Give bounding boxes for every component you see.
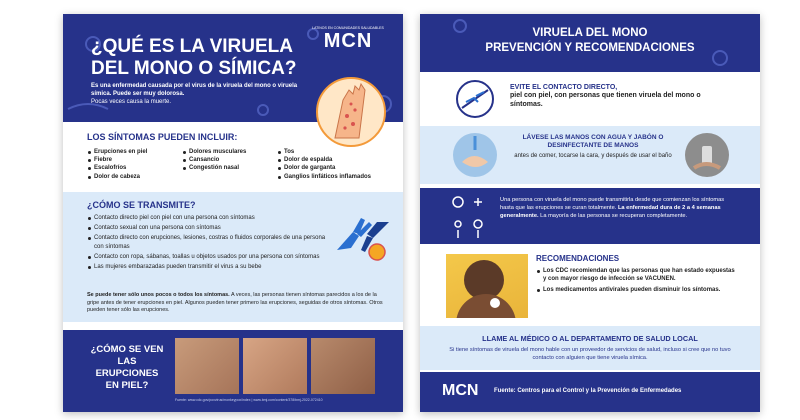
symptom-item: Tos — [277, 148, 387, 156]
rash-photo-3 — [311, 338, 375, 394]
vaccine-photo — [446, 254, 528, 318]
recommendations-text — [536, 254, 736, 295]
recommendation-item: Los CDC recomiendan que las personas que han estado expuestas y con mayor riesgo de infección se VACUNEN. — [536, 267, 736, 283]
transmission-item: Contacto directo con erupciones, lesiones, costras o fluidos corporales de una persona con síntomas — [87, 234, 327, 250]
symptom-item: Cansancio — [182, 156, 267, 164]
call-body: Si tiene síntomas de viruela del mono hable con un proveedor de servicios de salud, incluso si cree que no tuvo contacto con alguien que tiene viruela símica. — [449, 347, 731, 361]
recommendation-item: Los medicamentos antivirales pueden disminuir los síntomas. — [536, 286, 736, 294]
transmission-section — [63, 192, 403, 322]
transmission-title: ¿CÓMO SE TRANSMITE? — [87, 200, 196, 210]
transmission-item: Contacto sexual con una persona con síntomas — [87, 224, 327, 232]
spread-duration-row — [420, 188, 760, 244]
hand-washing-icon — [452, 132, 498, 178]
footer-logo: MCN — [442, 382, 479, 399]
transmission-item: Contacto directo piel con piel con una persona con síntomas — [87, 214, 327, 222]
rash-source: Fuente: www.cdc.gov/poxvirus/monkeypox/index | www.bmj.com/content/378/bmj-2022-072410 — [175, 398, 323, 402]
symptom-item: Dolor de garganta — [277, 164, 387, 172]
recommendations-row — [420, 248, 760, 322]
right-header — [420, 14, 760, 72]
left-title — [91, 36, 296, 80]
symptoms-title: LOS SÍNTOMAS PUEDEN INCLUIR: — [87, 132, 238, 142]
transmission-item: Contacto con ropa, sábanas, toallas u objetos usados por una persona con síntomas — [87, 253, 327, 261]
spread-text: Una persona con viruela del mono puede transmitirla desde que comienzan los síntomas hasta que las erupciones se curan totalmente. La enfermedad dura de 2 a 4 semanas generalmente. La mayoría de las personas se recuperan completamente. — [500, 197, 725, 219]
symptoms-section — [87, 132, 387, 181]
transmission-item: Las mujeres embarazadas pueden transmitir el virus a su bebe — [87, 263, 327, 271]
avoid-text: EVITE EL CONTACTO DIRECTO, piel con piel, con personas que tienen viruela del mono o síntomas. — [510, 84, 701, 108]
symptom-item: Dolores musculares — [182, 148, 267, 156]
footer-source: Fuente: Centros para el Control y la Prevención de Enfermedades — [494, 388, 682, 394]
call-doctor-row — [420, 326, 760, 370]
rash-section — [63, 330, 403, 412]
logo-tagline: LATINOS EN COMUNIDADES SALUDABLES — [312, 26, 384, 30]
wash-hands-row — [420, 126, 760, 184]
symptom-item: Ganglios linfáticos inflamados — [277, 173, 387, 181]
hands-touching-icon — [331, 206, 395, 262]
people-virus-icon — [448, 194, 488, 240]
symptom-item: Congestión nasal — [182, 164, 267, 172]
recommendations-list — [536, 267, 736, 295]
intro-text: Es una enfermedad causada por el virus de la viruela del mono o viruela símica. Puede ser muy dolorosa. Pocas veces causa la muerte. — [91, 83, 298, 105]
mcn-logo — [303, 26, 393, 53]
no-contact-icon — [454, 78, 496, 120]
title-line-2: DEL MONO O SÍMICA? — [91, 58, 297, 79]
logo-mark: MCN — [323, 30, 373, 52]
symptoms-col-3 — [277, 148, 387, 181]
symptom-item: Fiebre — [87, 156, 172, 164]
rash-photo-2 — [243, 338, 307, 394]
symptom-item: Dolor de cabeza — [87, 173, 172, 181]
hand-sanitizer-icon — [684, 132, 730, 178]
symptoms-col-1 — [87, 148, 172, 181]
rash-photo-1 — [175, 338, 239, 394]
symptom-item: Dolor de espalda — [277, 156, 387, 164]
avoid-contact-row — [420, 74, 760, 124]
wash-text: LÁVESE LAS MANOS CON AGUA Y JABÓN O DESINFECTANTE DE MANOS antes de comer, tocarse la cara, y después de usar el baño — [514, 134, 672, 159]
transmission-note: Se puede tener sólo unos pocos o todos los síntomas. A veces, las personas tienen síntomas parecidos a los de la gripe antes de tener erupciones en piel. Algunos pueden tener primero las erupciones, seguidas de otros síntomas. Otros pueden tener sólo las erupciones. — [87, 292, 383, 313]
recommendations-title: RECOMENDACIONES — [536, 254, 620, 263]
symptom-item: Escalofríos — [87, 164, 172, 172]
flyer-what-is-mpox — [63, 14, 403, 412]
symptoms-col-2 — [182, 148, 267, 181]
title-line-1: ¿QUÉ ES LA VIRUELA — [91, 36, 293, 57]
call-title: LLAME AL MÉDICO O AL DEPARTAMENTO DE SALUD LOCAL — [482, 334, 698, 343]
rash-title: ¿CÓMO SE VEN LAS ERUPCIONES EN PIEL? — [90, 344, 164, 391]
right-title: VIRUELA DEL MONO PREVENCIÓN Y RECOMENDACIONES — [485, 27, 695, 54]
symptom-item: Erupciones en piel — [87, 148, 172, 156]
right-footer — [420, 372, 760, 412]
flyer-prevention — [420, 14, 760, 412]
transmission-list — [87, 214, 327, 271]
